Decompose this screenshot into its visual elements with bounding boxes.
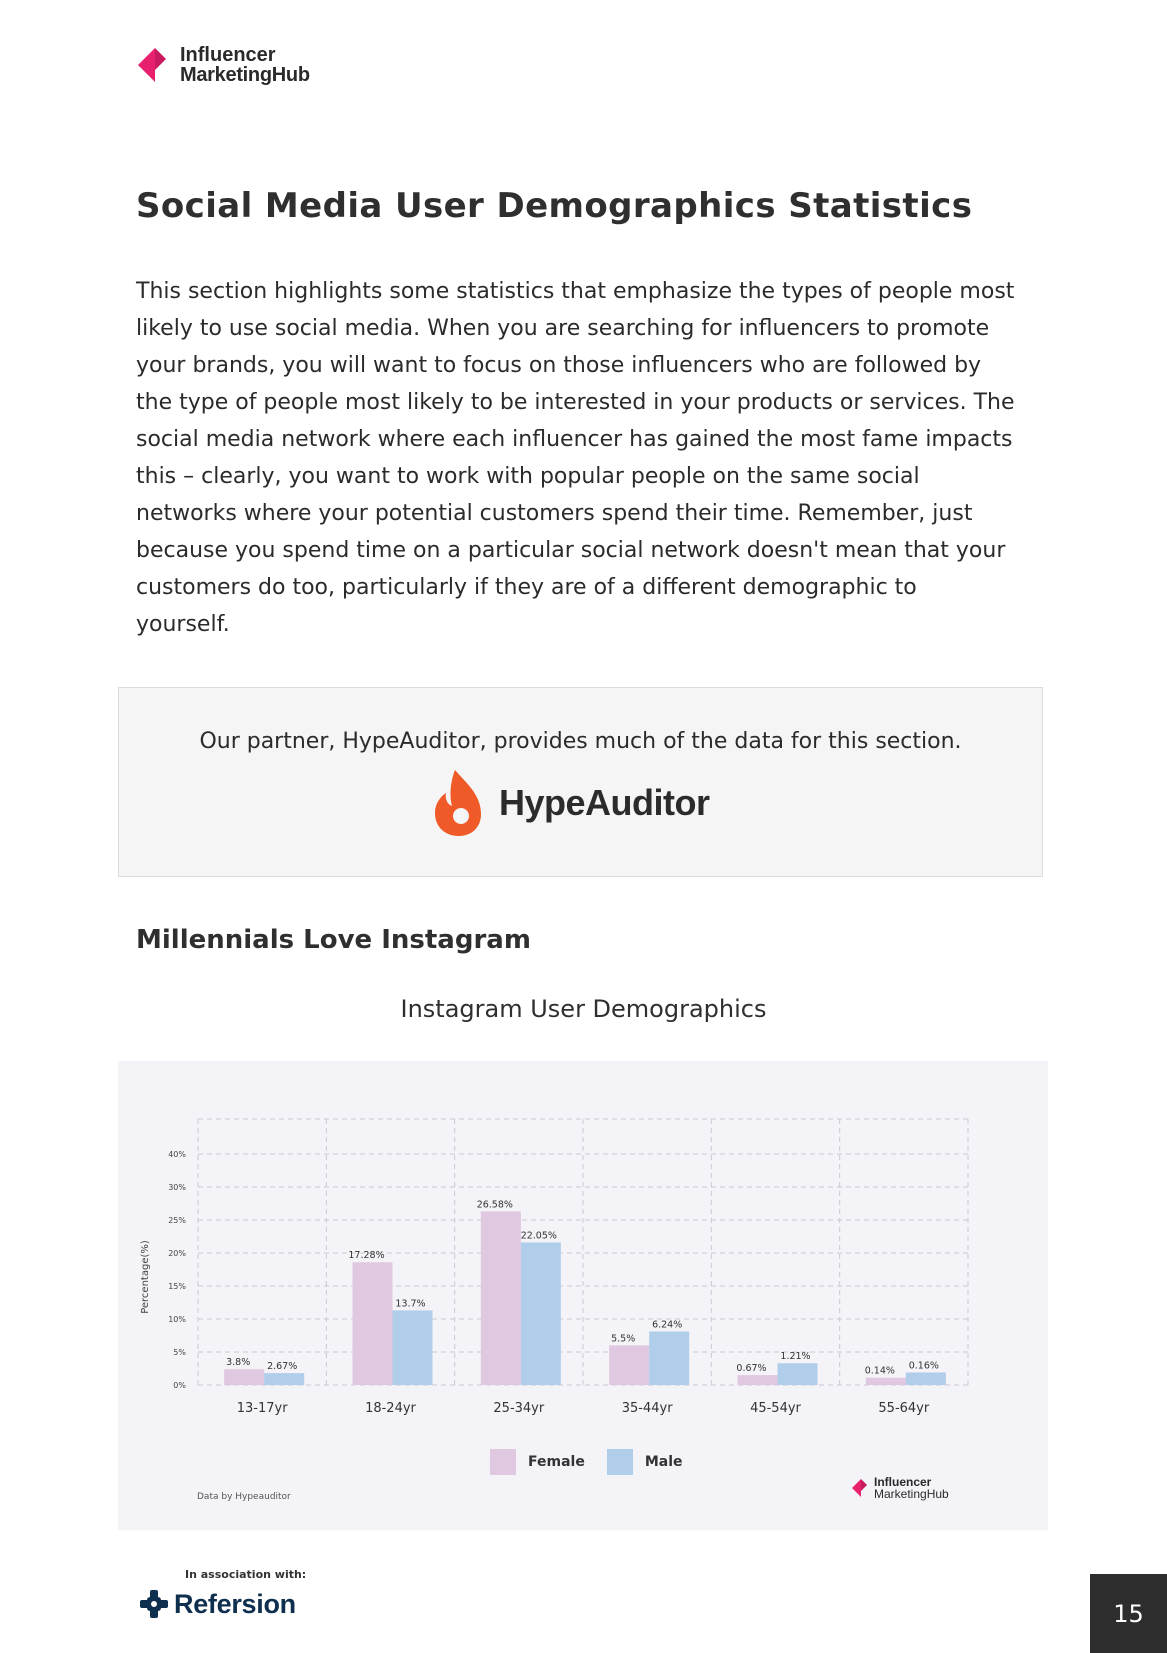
association-label: In association with:	[185, 1568, 307, 1581]
bar-female-55-64yr	[866, 1378, 906, 1385]
y-tick-label: 5%	[173, 1348, 186, 1357]
bar-value-label: 26.58%	[476, 1199, 513, 1211]
partner-callout	[118, 687, 1043, 877]
x-tick-label: 13-17yr	[236, 1401, 288, 1416]
chart-title: Instagram User Demographics	[400, 995, 767, 1023]
y-tick-label: 30%	[168, 1183, 186, 1192]
bar-female-18-24yr	[353, 1262, 393, 1385]
x-tick-label: 55-64yr	[878, 1401, 930, 1416]
x-tick-label: 45-54yr	[750, 1401, 801, 1416]
bar-female-35-44yr	[609, 1345, 649, 1385]
bar-value-label: 6.24%	[652, 1319, 683, 1331]
page-number: 15	[1090, 1574, 1167, 1653]
bar-value-label: 0.14%	[864, 1365, 895, 1377]
intro-paragraph: This section highlights some statistics that emphasize the types of people most likely to use social media. When you are searching for influencers to promote your brands, you will want to focus on those influencers who are followed by the type of people most likely to be interested in your products or services. The social media network where each influencer has gained the most fame impacts this – clearly, you want to work with popular people on the same social networks where your potential customers spend their time. Remember, just because you spend time on a particular social network doesn't mean that your customers do too, particularly if they are of a different demographic to yourself.	[136, 279, 1015, 637]
bar-value-label: 3.8%	[226, 1357, 251, 1369]
flame-icon	[431, 768, 487, 838]
legend-item-male	[607, 1449, 683, 1475]
chart-legend	[490, 1449, 705, 1475]
bar-value-label: 0.16%	[908, 1360, 939, 1372]
brand-diamond-icon	[136, 44, 176, 86]
y-axis-label: Percentage(%)	[140, 1240, 151, 1314]
chart-panel	[118, 1061, 1048, 1530]
y-tick-label: 40%	[168, 1150, 186, 1159]
bar-female-25-34yr	[481, 1211, 521, 1385]
y-tick-label: 25%	[168, 1216, 186, 1225]
legend-swatch-female	[490, 1449, 516, 1475]
hypeauditor-logo	[431, 768, 710, 838]
bar-male-13-17yr	[264, 1373, 304, 1385]
legend-label-female: Female	[528, 1454, 585, 1470]
refersion-puzzle-icon	[138, 1588, 170, 1620]
bar-male-45-54yr	[778, 1363, 818, 1385]
chart-brand-line-2: MarketingHub	[874, 1487, 949, 1501]
x-tick-label: 25-34yr	[493, 1401, 545, 1416]
legend-label-male: Male	[644, 1454, 683, 1470]
brand-diamond-icon	[851, 1476, 871, 1500]
page-title: Social Media User Demographics Statistics	[136, 186, 973, 226]
y-tick-label: 15%	[168, 1282, 186, 1291]
brand-line-1: Influencer	[180, 44, 276, 66]
bar-value-label: 13.7%	[395, 1298, 426, 1310]
hypeauditor-wordmark: HypeAuditor	[499, 782, 710, 823]
y-tick-label: 20%	[168, 1249, 186, 1258]
bar-male-25-34yr	[521, 1242, 561, 1385]
chart-brand-logo	[851, 1476, 949, 1500]
bar-female-45-54yr	[738, 1375, 778, 1385]
legend-item-female	[490, 1449, 585, 1475]
bar-value-label: 5.5%	[611, 1333, 636, 1345]
bar-value-label: 2.67%	[267, 1361, 298, 1373]
y-tick-label: 0%	[173, 1381, 186, 1390]
refersion-logo	[138, 1588, 296, 1620]
x-tick-label: 35-44yr	[621, 1401, 673, 1416]
bar-value-label: 1.21%	[780, 1351, 811, 1363]
chart-source-note: Data by Hypeauditor	[197, 1492, 291, 1502]
bar-value-label: 0.67%	[736, 1363, 767, 1375]
refersion-wordmark: Refersion	[174, 1588, 296, 1619]
bar-male-18-24yr	[393, 1310, 433, 1385]
x-tick-label: 18-24yr	[365, 1401, 416, 1416]
bar-value-label: 22.05%	[520, 1230, 557, 1242]
y-tick-label: 10%	[168, 1315, 186, 1324]
bar-female-13-17yr	[224, 1369, 264, 1385]
legend-swatch-male	[607, 1449, 633, 1475]
bar-male-55-64yr	[906, 1372, 946, 1385]
bar-value-label: 17.28%	[348, 1250, 385, 1262]
section-heading: Millennials Love Instagram	[136, 925, 531, 955]
partner-text: Our partner, HypeAuditor, provides much of the data for this section.	[199, 729, 962, 754]
influencer-marketing-hub-logo	[136, 44, 310, 86]
brand-line-2: MarketingHub	[180, 64, 310, 86]
chart-brand-line-1: Influencer	[874, 1475, 932, 1489]
bar-male-35-44yr	[649, 1332, 689, 1385]
